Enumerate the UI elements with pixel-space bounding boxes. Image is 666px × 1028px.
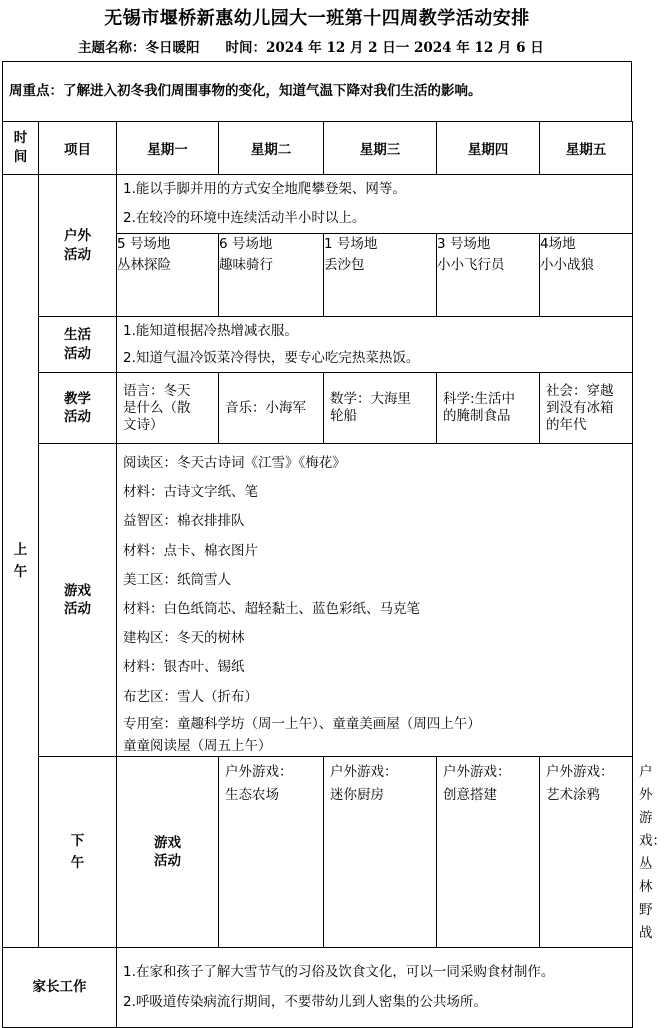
games-line: 材料：点卡、棉衣图片: [123, 542, 258, 559]
teaching-fri: [540, 373, 633, 444]
afternoon-games-label-line: 游戏: [154, 834, 181, 851]
teaching-line: 到没有冰箱: [546, 399, 614, 416]
games-line: 美工区：纸筒雪人: [123, 571, 231, 588]
venue-wed: [324, 234, 437, 317]
venue-name: 小小飞行员: [437, 257, 505, 273]
afternoon-wed: [437, 756, 540, 947]
games-line: 益智区：棉衣排排队: [123, 513, 245, 530]
outdoor-goal: 2.在较冷的环境中连续活动半小时以上。: [123, 210, 366, 226]
teaching-thu: [437, 373, 540, 444]
teaching-tue: [219, 373, 324, 444]
venue-site: 4场地: [540, 236, 576, 252]
theme-label: 主题名称：冬日暖阳: [78, 40, 200, 56]
teaching-line: 音乐：小海军: [225, 399, 306, 416]
venue-tue: [219, 234, 324, 317]
afternoon-line: 生态农场: [225, 786, 279, 803]
outdoor-label: [39, 175, 117, 317]
life-goals: [117, 317, 633, 373]
schedule-table: [2, 121, 666, 1028]
teaching-mon: [117, 373, 219, 444]
teaching-line: 轮船: [330, 408, 357, 424]
afternoon-line: 创意搭建: [443, 786, 497, 803]
afternoon-games-label-line: 活动: [154, 852, 181, 869]
afternoon-line: 户外游戏：: [225, 763, 293, 780]
venue-fri: [540, 234, 633, 317]
afternoon-tue: [324, 756, 437, 947]
venue-name: 丛林探险: [117, 257, 171, 273]
teaching-line: 文诗）: [123, 416, 164, 433]
day-header-fri: 星期五: [540, 122, 633, 175]
games-label: [39, 444, 117, 757]
subtitle: [78, 36, 544, 56]
venue-mon: [117, 234, 219, 317]
item-header: 项目: [39, 122, 117, 175]
venue-site: 1 号场地: [324, 236, 378, 252]
games-line: 布艺区：雪人（折布）: [123, 688, 258, 705]
teaching-line: 是什么（散: [123, 399, 191, 416]
time-header-char: 时: [13, 130, 28, 146]
teaching-wed: [324, 373, 437, 444]
outdoor-label-line: 活动: [64, 246, 91, 263]
venue-name: 趣味骑行: [219, 257, 273, 273]
teaching-label-line: 活动: [64, 409, 91, 425]
games-content: [117, 444, 633, 757]
games-label-line: 游戏: [64, 582, 91, 599]
venue-site: 5 号场地: [117, 236, 171, 252]
games-line: 阅读区：冬天古诗词《江雪》《梅花》: [123, 455, 346, 471]
life-row: [3, 317, 633, 373]
day-header-tue: 星期二: [219, 122, 324, 175]
life-goal: 2.知道气温冷饭菜冷得快，要专心吃完热菜热饭。: [123, 349, 420, 366]
afternoon-line: 户外游戏：: [443, 763, 511, 780]
venue-site: 6 号场地: [219, 236, 273, 252]
afternoon-label-char: 下: [70, 832, 85, 849]
teaching-line: 社会：穿越: [546, 382, 614, 399]
outdoor-goals: [117, 175, 633, 234]
parents-line: 2.呼吸道传染病流行期间，不要带幼儿到人密集的公共场所。: [123, 994, 487, 1011]
day-header-mon: 星期一: [117, 122, 219, 175]
teaching-line: 的腌制食品: [443, 408, 511, 424]
life-label-line: 活动: [64, 345, 91, 362]
teaching-line: 数学：大海里: [330, 391, 411, 407]
teaching-line: 科学:生活中: [443, 391, 516, 407]
games-line: 专用室：童趣科学坊（周一上午）、童童美画屋（周四上午）: [123, 715, 481, 732]
teaching-line: 语言：冬天: [123, 382, 191, 399]
games-line: 材料：古诗文字纸、笔: [123, 484, 258, 501]
games-line: 童童阅读屋（周五上午）: [123, 737, 272, 754]
afternoon-line: 户外游戏：: [546, 763, 614, 780]
header-row: [3, 122, 633, 175]
games-row: [3, 444, 633, 757]
afternoon-row: 下 午 游戏 活动 户外游戏： 生态农场 户外游戏： 迷你厨房 户外游戏： 创意搭建 户外游戏： 艺术涂鸦 户外游戏： 丛林野战: [3, 756, 633, 947]
afternoon-games-label: [117, 756, 219, 947]
outdoor-goals-row: [3, 175, 633, 234]
page-title: 无锡市堰桥新惠幼儿园大一班第十四周教学活动安排: [104, 8, 530, 29]
parents-content: [117, 947, 633, 1027]
time-header: [3, 122, 39, 175]
afternoon-label: [39, 756, 117, 947]
afternoon-label-char: 午: [70, 854, 85, 871]
weekly-focus: 周重点：了解进入初冬我们周围事物的变化，知道气温下降对我们生活的影响。: [2, 61, 632, 121]
time-header-char: 间: [13, 149, 28, 165]
games-line: 材料：银杏叶、锡纸: [123, 659, 245, 676]
venue-name: 小小战狼: [540, 257, 594, 273]
life-goal: 1.能知道根据冷热增减衣服。: [123, 322, 298, 339]
venue-name: 丢沙包: [324, 257, 365, 273]
outdoor-goal: 1.能以手脚并用的方式安全地爬攀登架、网等。: [123, 181, 406, 197]
teaching-line: 的年代: [546, 416, 587, 433]
parents-row: [3, 947, 633, 1027]
afternoon-line: 艺术涂鸦: [546, 786, 600, 803]
afternoon-thu: [540, 756, 633, 947]
venue-site: 3 号场地: [437, 236, 491, 252]
outdoor-label-line: 户外: [64, 228, 91, 245]
games-line: 材料：白色纸筒芯、超轻黏土、蓝色彩纸、马克笔: [123, 601, 420, 618]
venue-thu: [437, 234, 540, 317]
morning-label: [3, 175, 39, 948]
life-label: [39, 317, 117, 373]
afternoon-mon: [219, 756, 324, 947]
day-header-thu: 星期四: [437, 122, 540, 175]
teaching-label-line: 教学: [64, 390, 91, 407]
time-label: 时间：2024 年 12 月 2 日一 2024 年 12 月 6 日: [225, 40, 544, 56]
day-header-wed: 星期三: [324, 122, 437, 175]
teaching-label: [39, 373, 117, 444]
life-label-line: 生活: [64, 327, 91, 344]
games-label-line: 活动: [64, 600, 91, 617]
afternoon-line: 迷你厨房: [330, 786, 384, 803]
teaching-row: [3, 373, 633, 444]
games-line: 建构区：冬天的树林: [123, 630, 245, 647]
morning-label-char: 上: [13, 541, 28, 558]
afternoon-line: 户外游戏：: [330, 763, 398, 780]
parents-label: 家长工作: [3, 947, 117, 1027]
parents-line: 1.在家和孩子了解大雪节气的习俗及饮食文化，可以一同采购食材制作。: [123, 964, 555, 981]
morning-label-char: 午: [13, 563, 28, 580]
